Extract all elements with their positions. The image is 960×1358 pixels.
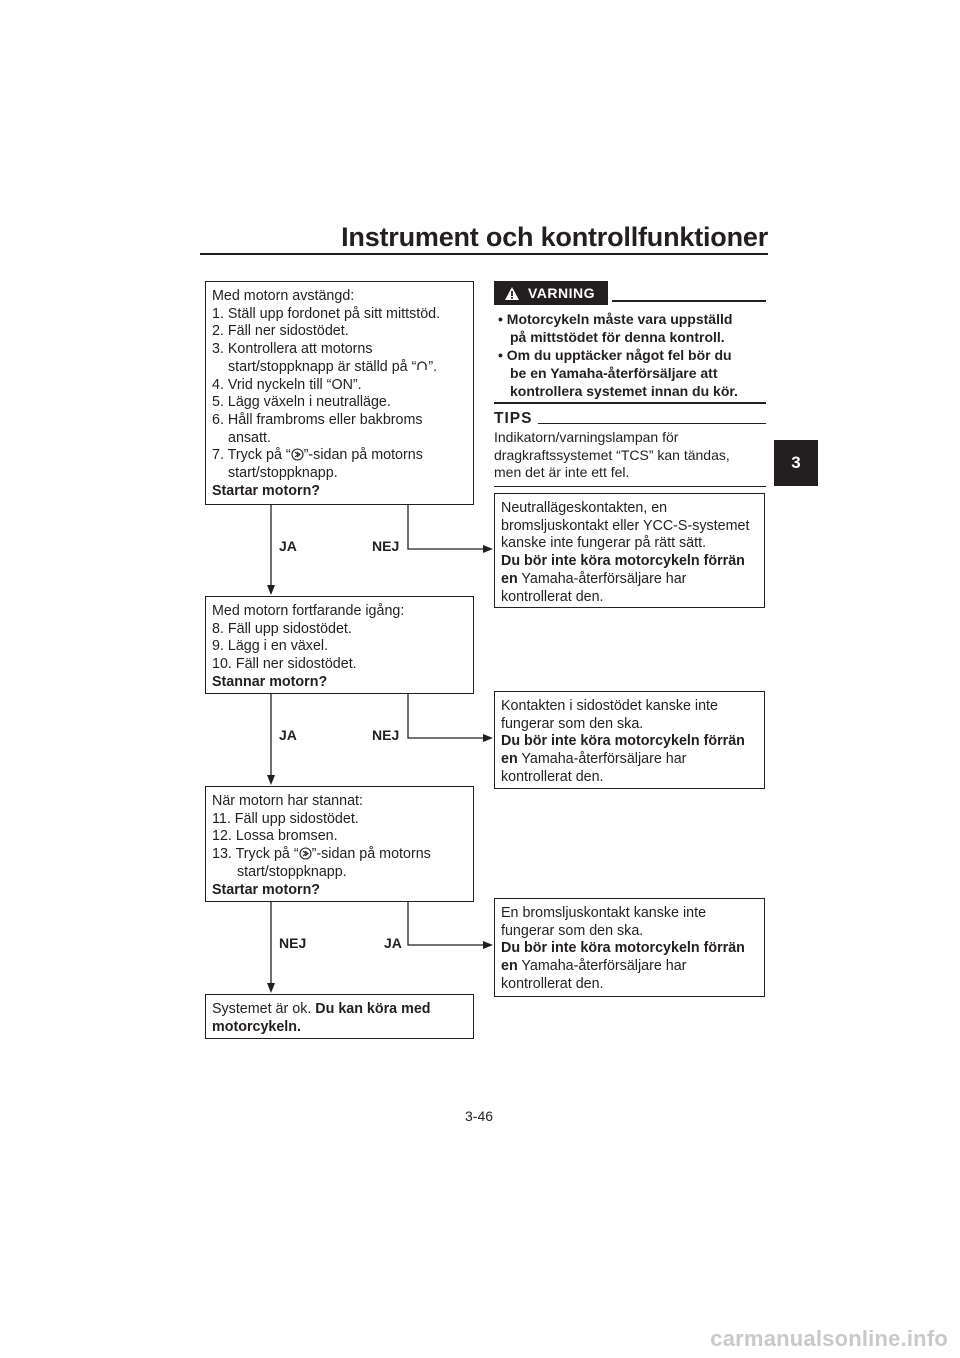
chapter-tab: 3 xyxy=(774,440,818,486)
step-11: 11. Fäll upp sidostödet. xyxy=(212,810,359,827)
warning-item-cont: på mittstödet för denna kontroll. xyxy=(510,329,725,345)
label-nej-1: NEJ xyxy=(372,538,400,554)
system-ok-text-cont: motorcykeln. xyxy=(212,1018,301,1035)
step-intro: Med motorn fortfarande igång: xyxy=(212,603,405,619)
connector-ja-3 xyxy=(408,902,485,945)
result-text: bromsljuskontakt eller YCC-S-systemet xyxy=(501,517,750,534)
watermark: carmanualsonline.info xyxy=(710,1326,948,1351)
arrowhead-right-1 xyxy=(483,545,493,553)
question-engine-stops: Stannar motorn? xyxy=(212,673,328,690)
result-warning: Du bör inte köra motorcykeln förrän xyxy=(501,940,745,957)
result-dealer-line: en Yamaha-återförsäljare har xyxy=(501,570,687,587)
step-8: 8. Fäll upp sidostödet. xyxy=(212,620,352,637)
tips-bottom-rule xyxy=(494,486,766,487)
result-warning: Du bör inte köra motorcykeln förrän xyxy=(501,733,745,750)
result-text: kanske inte fungerar på rätt sätt. xyxy=(501,535,707,552)
step-3: 3. Kontrollera att motorns xyxy=(212,341,373,358)
step-9: 9. Lägg i en växel. xyxy=(212,638,329,655)
step-6-cont: ansatt. xyxy=(228,429,271,446)
result-dealer-line: en Yamaha-återförsäljare har xyxy=(501,751,687,768)
step-12: 12. Lossa bromsen. xyxy=(212,828,338,845)
result-text: kontrollerat den. xyxy=(501,768,604,785)
result-dealer-line: en Yamaha-återförsäljare har xyxy=(501,958,687,975)
step-10: 10. Fäll ner sidostödet. xyxy=(212,656,357,673)
result-text: kontrollerat den. xyxy=(501,975,604,992)
arrowhead-down-3 xyxy=(267,983,275,993)
step-2: 2. Fäll ner sidostödet. xyxy=(212,323,349,340)
step-7: 7. Tryck på “ ”-sidan på motorns xyxy=(212,447,423,464)
system-ok-text: Systemet är ok. Du kan köra med xyxy=(212,1001,431,1017)
label-ja-2: JA xyxy=(279,727,297,743)
result-text: fungerar som den ska. xyxy=(501,922,644,939)
step-5: 5. Lägg växeln i neutralläge. xyxy=(212,394,391,411)
step-box-engine-running xyxy=(205,596,474,694)
step-13: 13. Tryck på “ ”-sidan på motorns xyxy=(212,846,431,863)
warning-badge xyxy=(494,281,608,305)
warning-label: VARNING xyxy=(528,285,596,301)
warning-item: • Motorcykeln måste vara uppställd xyxy=(498,311,733,327)
arrowhead-right-2 xyxy=(483,734,493,742)
tips-heading: TIPS xyxy=(494,410,533,427)
result-text: Kontakten i sidostödet kanske inte xyxy=(501,698,718,714)
tips-rule xyxy=(538,423,766,424)
warning-bottom-rule xyxy=(494,402,766,404)
step-7-cont: start/stoppknapp. xyxy=(228,465,338,482)
step-3-cont: start/stoppknapp är ställd på “ ”. xyxy=(228,358,438,375)
arrowhead-right-3 xyxy=(483,941,493,949)
question-engine-starts: Startar motorn? xyxy=(212,881,321,898)
step-13-cont: start/stoppknapp. xyxy=(237,863,347,880)
warning-text xyxy=(494,310,760,400)
result-text: En bromsljuskontakt kanske inte xyxy=(501,905,707,921)
step-intro: Med motorn avstängd: xyxy=(212,288,355,304)
connector-nej-2 xyxy=(408,694,485,738)
warning-triangle-icon xyxy=(504,286,520,301)
warning-rule xyxy=(612,300,766,302)
result-text: kontrollerat den. xyxy=(501,588,604,605)
question-engine-starts: Startar motorn? xyxy=(212,482,321,499)
arrowhead-down-1 xyxy=(267,585,275,595)
result-warning: Du bör inte köra motorcykeln förrän xyxy=(501,553,745,570)
result-box-neutral-switch xyxy=(494,493,765,608)
tips-line: dragkraftssystemet “TCS” kan tändas, xyxy=(494,446,730,463)
warning-item-cont: be en Yamaha-återförsäljare att xyxy=(510,365,718,381)
result-text: Neutrallägeskontakten, en xyxy=(501,500,668,516)
page-title: Instrument och kontrollfunktioner xyxy=(341,222,768,252)
tips-line: men det är inte ett fel. xyxy=(494,464,630,481)
label-nej-3: NEJ xyxy=(279,935,307,951)
page-number: 3-46 xyxy=(465,1108,494,1124)
label-nej-2: NEJ xyxy=(372,727,400,743)
label-ja-3: JA xyxy=(384,935,402,951)
engine-start-icon xyxy=(299,847,312,860)
label-ja-1: JA xyxy=(279,538,297,554)
step-4: 4. Vrid nyckeln till “ON”. xyxy=(212,376,362,393)
warning-item: • Om du upptäcker något fel bör du xyxy=(498,347,732,363)
connector-nej-1 xyxy=(408,505,485,549)
step-box-engine-off xyxy=(205,281,474,505)
step-intro: När motorn har stannat: xyxy=(212,793,363,809)
result-box-sidestand-switch xyxy=(494,691,765,789)
result-box-brake-switch xyxy=(494,898,765,997)
result-text: fungerar som den ska. xyxy=(501,715,644,732)
engine-start-icon xyxy=(291,448,304,461)
tips-text xyxy=(494,429,764,482)
step-6: 6. Håll frambroms eller bakbroms xyxy=(212,411,423,428)
step-1: 1. Ställ upp fordonet på sitt mittstöd. xyxy=(212,305,441,322)
arrowhead-down-2 xyxy=(267,775,275,785)
step-box-system-ok xyxy=(205,994,474,1039)
warning-item-cont: kontrollera systemet innan du kör. xyxy=(510,383,738,399)
engine-stop-switch-off-icon xyxy=(416,360,428,372)
step-box-engine-stopped xyxy=(205,786,474,902)
tips-line: Indikatorn/varningslampan för xyxy=(494,429,679,445)
